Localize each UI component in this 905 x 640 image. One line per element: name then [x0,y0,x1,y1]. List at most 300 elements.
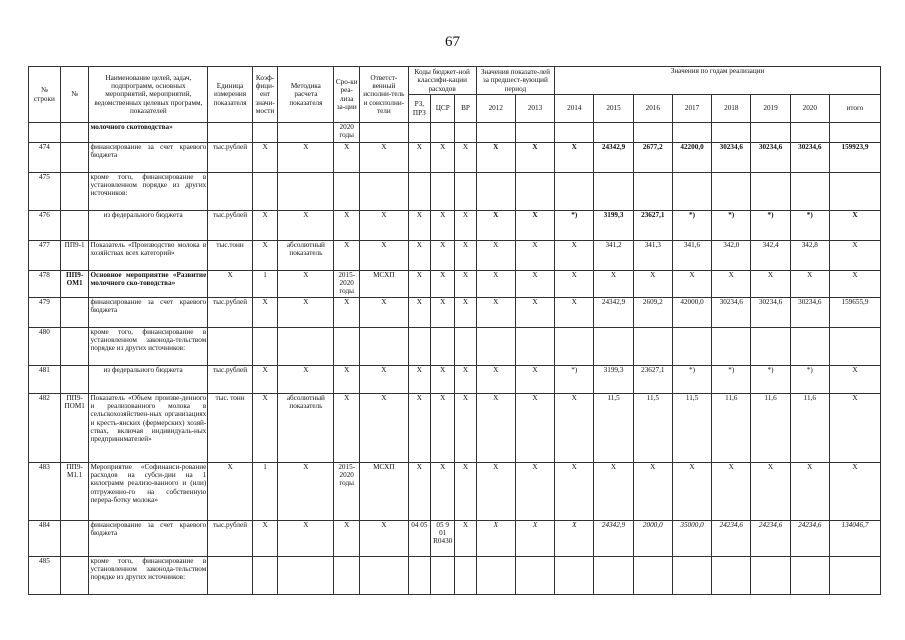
cell-value-2019: 11,6 [751,394,790,463]
header-codes: Коды бюджет-ной классифи-кации расходов [408,67,476,95]
cell-row-number: 485 [29,557,61,595]
cell-value-2017: 35000,0 [672,521,711,557]
cell-executor [359,328,408,366]
cell-value-2019: 342,4 [751,241,790,271]
cell-terms: Х [334,241,359,271]
header-2015: 2015 [594,95,633,123]
header-coef: Коэф-фици-ент значи-мости [252,67,277,123]
cell-method [278,123,334,143]
cell-value-2020 [790,173,829,211]
cell-value-2018: 342,0 [712,241,751,271]
cell-item-code: ПП9-1 [60,241,89,271]
cell-terms: Х [334,521,359,557]
cell-method [278,173,334,211]
header-no: № [60,67,89,123]
cell-code-vr [455,123,476,143]
header-2016: 2016 [633,95,672,123]
cell-unit [208,557,253,595]
cell-value-2020: 30234,6 [790,143,829,173]
cell-item-name: кроме того, финансирование в установленном порядке из других источников: [89,173,208,211]
cell-value-2016: 23627,1 [633,211,672,241]
cell-value-total: 134046,7 [829,521,880,557]
table-row [29,173,881,211]
cell-item-code [60,211,89,241]
table-row [29,211,881,241]
cell-method [278,328,334,366]
cell-value-2017: *) [672,366,711,394]
cell-value-2019: 30234,6 [751,143,790,173]
cell-value-2014: Х [555,271,594,298]
cell-item-name: Основное мероприятие «Развитие молочного ско-товодства» [89,271,208,298]
cell-value-2013: Х [515,241,554,271]
cell-item-code: ПП9-ПОМ1 [60,394,89,463]
cell-value-2012: Х [476,366,515,394]
cell-code-vr: Х [455,241,476,271]
cell-code-csr: Х [431,211,455,241]
header-2012: 2012 [476,95,515,123]
cell-value-2015: 24342,9 [594,521,633,557]
cell-code-rz: Х [408,366,430,394]
page-number: 67 [445,34,460,50]
cell-unit [208,328,253,366]
cell-value-2019 [751,557,790,595]
cell-item-code: ПП9-М1.1 [60,463,89,521]
cell-item-code: ПП9-ОМ1 [60,271,89,298]
cell-code-csr: Х [431,143,455,173]
cell-value-2016 [633,328,672,366]
cell-value-2013: Х [515,463,554,521]
cell-value-2015 [594,123,633,143]
cell-item-code [60,123,89,143]
header-2017: 2017 [672,95,711,123]
cell-value-2018: 30234,6 [712,298,751,328]
cell-terms: Х [334,143,359,173]
cell-coef [252,557,277,595]
cell-value-2015 [594,173,633,211]
cell-value-2012: Х [476,211,515,241]
table-row [29,366,881,394]
table-row [29,271,881,298]
cell-value-total: Х [829,271,880,298]
cell-coef: Х [252,394,277,463]
cell-code-vr: Х [455,143,476,173]
cell-value-2019 [751,123,790,143]
cell-code-csr: Х [431,241,455,271]
cell-code-vr: Х [455,463,476,521]
cell-value-2014 [555,557,594,595]
cell-value-2012: Х [476,298,515,328]
cell-value-total: Х [829,211,880,241]
cell-value-2012: Х [476,521,515,557]
cell-value-2019: Х [751,271,790,298]
cell-value-2017 [672,557,711,595]
cell-code-csr [431,328,455,366]
cell-value-total [829,557,880,595]
cell-terms [334,173,359,211]
cell-item-name: Показатель «Производство молока в хозяйствах всех категорий» [89,241,208,271]
cell-row-number: 474 [29,143,61,173]
cell-method: Х [278,298,334,328]
cell-value-2020: 11,6 [790,394,829,463]
cell-method: абсолютный показатель [278,241,334,271]
cell-executor: Х [359,366,408,394]
cell-item-name: Показатель «Объем произве-денного и реализованного молока в сельскохозяйствен-ных организациях и кресть-янских (фермерских) хозяй-ствах, включая индивидуаль-ных предпринимателей» [89,394,208,463]
cell-value-2012: Х [476,143,515,173]
cell-value-2018 [712,328,751,366]
cell-terms: 2020 годы [334,123,359,143]
cell-value-2016 [633,557,672,595]
cell-value-2019: Х [751,463,790,521]
cell-unit: тыс.рублей [208,143,253,173]
cell-code-csr: Х [431,298,455,328]
table-row [29,143,881,173]
cell-code-vr: Х [455,366,476,394]
header-2014: 2014 [555,95,594,123]
cell-coef [252,328,277,366]
cell-unit: тыс. тонн [208,394,253,463]
cell-coef: Х [252,241,277,271]
cell-value-2012 [476,557,515,595]
cell-code-csr [431,123,455,143]
cell-executor: Х [359,143,408,173]
table-row [29,463,881,521]
cell-coef: Х [252,366,277,394]
cell-value-2020 [790,557,829,595]
cell-value-2015: 3199,3 [594,211,633,241]
cell-row-number [29,123,61,143]
cell-value-2020: 30234,6 [790,298,829,328]
cell-value-2012: Х [476,394,515,463]
cell-code-vr: Х [455,271,476,298]
cell-value-2012: Х [476,463,515,521]
cell-value-2013 [515,328,554,366]
cell-value-2020: *) [790,211,829,241]
cell-unit: Х [208,271,253,298]
cell-value-2017: Х [672,271,711,298]
table-row [29,557,881,595]
cell-value-2014: Х [555,241,594,271]
cell-item-code [60,521,89,557]
cell-value-2013 [515,173,554,211]
cell-code-rz [408,123,430,143]
cell-value-2017 [672,328,711,366]
cell-code-rz: Х [408,298,430,328]
table-body [29,123,881,595]
cell-executor: Х [359,521,408,557]
cell-value-2014: Х [555,521,594,557]
cell-code-rz: Х [408,394,430,463]
cell-value-2017: 42000,0 [672,298,711,328]
cell-row-number: 476 [29,211,61,241]
cell-value-2016: 2000,0 [633,521,672,557]
cell-row-number: 481 [29,366,61,394]
cell-value-2014: *) [555,366,594,394]
cell-unit [208,123,253,143]
cell-code-rz [408,557,430,595]
cell-executor: МСХП [359,463,408,521]
cell-value-2012 [476,328,515,366]
cell-unit: тыс.рублей [208,298,253,328]
table-row [29,123,881,143]
cell-method: абсолютный показатель [278,394,334,463]
cell-code-csr: Х [431,394,455,463]
cell-row-number: 482 [29,394,61,463]
cell-value-2015: Х [594,271,633,298]
cell-value-total: Х [829,394,880,463]
cell-unit [208,173,253,211]
cell-code-rz [408,328,430,366]
cell-value-2018: Х [712,463,751,521]
cell-value-2019: 30234,6 [751,298,790,328]
cell-value-2019 [751,328,790,366]
cell-value-2015: Х [594,463,633,521]
cell-item-name: молочного скотоводства» [89,123,208,143]
cell-item-name: из федерального бюджета [89,211,208,241]
cell-value-total [829,123,880,143]
cell-row-number: 475 [29,173,61,211]
cell-value-2019: *) [751,366,790,394]
cell-item-code [60,328,89,366]
cell-row-number: 483 [29,463,61,521]
cell-coef: Х [252,211,277,241]
cell-coef: 1 [252,271,277,298]
cell-value-2019: *) [751,211,790,241]
cell-item-name: кроме того, финансирование в установленном законода-тельством порядке из других источников: [89,557,208,595]
cell-row-number: 477 [29,241,61,271]
cell-value-2020 [790,123,829,143]
cell-code-vr: Х [455,211,476,241]
cell-item-name: Мероприятие «Софинанси-рование расходов на субси-дии на 1 килограмм реализо-ванного и (или) отгруженно-го на собственную перера-ботку молока» [89,463,208,521]
cell-value-2012 [476,123,515,143]
cell-coef [252,123,277,143]
cell-value-2018 [712,123,751,143]
cell-item-code [60,557,89,595]
cell-value-2016: 2677,2 [633,143,672,173]
cell-unit: тыс.рублей [208,521,253,557]
cell-value-2014 [555,173,594,211]
cell-value-2015: 341,2 [594,241,633,271]
cell-value-2017: 341,6 [672,241,711,271]
cell-row-number: 479 [29,298,61,328]
cell-value-2015: 11,5 [594,394,633,463]
cell-unit: тыс.рублей [208,366,253,394]
cell-code-vr [455,173,476,211]
cell-value-2012: Х [476,241,515,271]
cell-method: Х [278,463,334,521]
header-total: итого [829,95,880,123]
cell-terms: 2015-2020 годы [334,463,359,521]
cell-value-2019 [751,173,790,211]
cell-executor: Х [359,211,408,241]
header-executor: Ответст-венный исполни-тель и соисполни-тели [359,67,408,123]
cell-unit: тыс.тонн [208,241,253,271]
cell-value-2013: Х [515,271,554,298]
cell-code-rz: Х [408,271,430,298]
header-method: Методика расчета показателя [278,67,334,123]
cell-value-2019: 24234,6 [751,521,790,557]
table-row [29,394,881,463]
cell-value-2016: 2609,2 [633,298,672,328]
cell-value-2020 [790,328,829,366]
cell-code-vr [455,557,476,595]
cell-value-2014: Х [555,298,594,328]
cell-method: Х [278,143,334,173]
cell-value-2018: 30234,6 [712,143,751,173]
cell-code-csr: Х [431,366,455,394]
cell-value-2020: Х [790,463,829,521]
header-years: Значения по годам реализации [555,67,881,95]
cell-value-2017: 11,5 [672,394,711,463]
cell-value-2018: *) [712,366,751,394]
cell-value-2014 [555,328,594,366]
cell-code-vr: Х [455,298,476,328]
cell-value-2013: Х [515,366,554,394]
cell-value-2016 [633,173,672,211]
cell-value-2015 [594,328,633,366]
cell-code-rz [408,173,430,211]
cell-unit: Х [208,463,253,521]
cell-code-csr [431,557,455,595]
cell-value-2014: Х [555,143,594,173]
cell-value-2020: Х [790,271,829,298]
cell-code-rz: Х [408,241,430,271]
cell-value-2015: 3199,3 [594,366,633,394]
cell-value-total: 159923,9 [829,143,880,173]
cell-method: Х [278,271,334,298]
table-row [29,328,881,366]
cell-executor: Х [359,241,408,271]
header-terms: Сро-ки реа-лиза за-ции [334,67,359,123]
cell-value-2014: *) [555,211,594,241]
cell-value-2020: *) [790,366,829,394]
cell-row-number: 484 [29,521,61,557]
cell-value-2017 [672,173,711,211]
cell-item-name: финансирование за счет краевого бюджета [89,143,208,173]
cell-method [278,557,334,595]
cell-code-vr: Х [455,521,476,557]
cell-value-2016: 11,5 [633,394,672,463]
cell-value-2014: Х [555,394,594,463]
cell-terms: Х [334,366,359,394]
header-2013: 2013 [515,95,554,123]
cell-code-rz: 04 05 [408,521,430,557]
cell-value-2018 [712,557,751,595]
cell-value-total: Х [829,366,880,394]
cell-code-csr: 05 9 01 R0430 [431,521,455,557]
table-row [29,298,881,328]
cell-coef: Х [252,521,277,557]
cell-value-2013: Х [515,143,554,173]
cell-value-2013 [515,557,554,595]
cell-item-name: финансирование за счет краевого бюджета [89,521,208,557]
cell-code-csr: Х [431,463,455,521]
cell-value-2017: *) [672,211,711,241]
cell-unit: тыс.рублей [208,211,253,241]
cell-value-2020: 24234,6 [790,521,829,557]
header-prev: Значения показате-лей за предшест-вующий период [476,67,555,95]
cell-value-2016: 341,3 [633,241,672,271]
cell-value-2020: 342,8 [790,241,829,271]
cell-item-name: финансирование за счет краевого бюджета [89,298,208,328]
table-header [29,67,881,123]
cell-terms [334,328,359,366]
table-row [29,521,881,557]
cell-code-csr: Х [431,271,455,298]
header-row-no: № строки [29,67,61,123]
cell-executor: Х [359,298,408,328]
cell-item-code [60,143,89,173]
cell-value-2017 [672,123,711,143]
cell-value-2012: Х [476,271,515,298]
cell-coef: Х [252,298,277,328]
cell-coef [252,173,277,211]
cell-row-number: 480 [29,328,61,366]
cell-code-vr [455,328,476,366]
cell-value-total [829,173,880,211]
cell-coef: 1 [252,463,277,521]
cell-value-total: 159655,9 [829,298,880,328]
header-vr: ВР [455,95,476,123]
cell-value-2012 [476,173,515,211]
cell-value-2018: Х [712,271,751,298]
cell-value-2015 [594,557,633,595]
cell-code-csr [431,173,455,211]
cell-code-rz: Х [408,143,430,173]
cell-value-2013: Х [515,521,554,557]
cell-value-2013: Х [515,394,554,463]
cell-value-2013 [515,123,554,143]
cell-terms: Х [334,298,359,328]
cell-item-code [60,173,89,211]
header-csr: ЦСР [431,95,455,123]
header-2020: 2020 [790,95,829,123]
cell-code-vr: Х [455,394,476,463]
cell-value-2015: 24342,9 [594,298,633,328]
cell-value-total [829,328,880,366]
cell-value-total: Х [829,241,880,271]
cell-value-2017: Х [672,463,711,521]
cell-terms: Х [334,394,359,463]
cell-value-2013: Х [515,211,554,241]
cell-item-code [60,298,89,328]
header-rz: РЗ, ПРЗ [408,95,430,123]
cell-item-name: кроме того, финансирование в установленном законода-тельством порядке из других источников: [89,328,208,366]
cell-executor [359,123,408,143]
cell-code-rz: Х [408,463,430,521]
header-2019: 2019 [751,95,790,123]
cell-executor: Х [359,394,408,463]
header-unit: Единица измерения показателя [208,67,253,123]
cell-executor: МСХП [359,271,408,298]
header-name: Наименование целей, задач, подпрограмм, основных мероприятий, мероприятий, ведомственных целевых программ, показателей [89,67,208,123]
cell-value-2016: Х [633,463,672,521]
cell-value-2015: 24342,9 [594,143,633,173]
cell-value-2014: Х [555,463,594,521]
cell-executor [359,173,408,211]
header-2018: 2018 [712,95,751,123]
cell-item-name: из федерального бюджета [89,366,208,394]
cell-terms: Х [334,211,359,241]
cell-coef: Х [252,143,277,173]
cell-value-2018: *) [712,211,751,241]
cell-method: Х [278,211,334,241]
cell-value-total: Х [829,463,880,521]
cell-value-2014 [555,123,594,143]
cell-value-2013: Х [515,298,554,328]
cell-terms [334,557,359,595]
cell-executor [359,557,408,595]
cell-row-number: 478 [29,271,61,298]
